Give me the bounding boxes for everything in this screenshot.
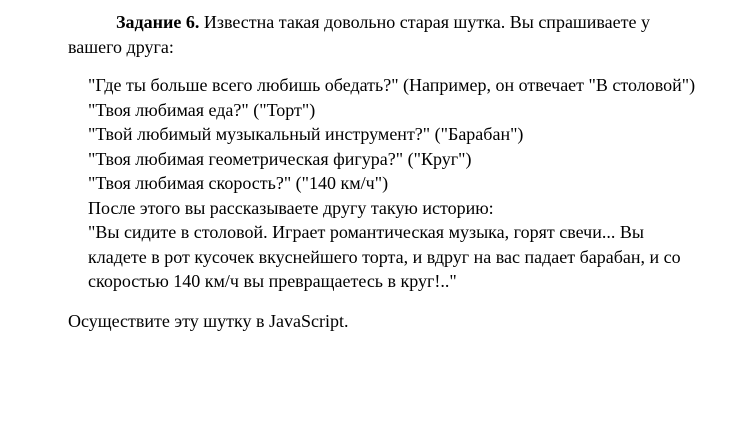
task-intro: Известна такая довольно старая шутка. Вы спрашиваете у вашего друга:: [68, 12, 651, 57]
question-geometric-shape: "Твоя любимая геометрическая фигура?" ("Круг"): [88, 148, 472, 169]
question-favorite-speed: "Твоя любимая скорость?" ("140 км/ч"): [88, 173, 389, 193]
task-paragraph: [68, 10, 708, 60]
dialogue-block: [88, 73, 698, 294]
question-dining-place: "Где ты больше всего любишь обедать?" (Например, он отвечает "В столовой"): [88, 75, 696, 95]
instruction-text: Осуществите эту шутку в JavaScript.: [68, 310, 349, 331]
story-text: "Вы сидите в столовой. Играет романтическая музыка, горят свечи... Вы кладете в рот кусочек вкуснейшего торта, и вдруг на вас падает барабан, и со скоростью 140 км/ч вы превращаетесь в круг!..": [88, 222, 681, 291]
question-favorite-food: "Твоя любимая еда?" ("Торт"): [88, 99, 316, 120]
story-intro: После этого вы рассказываете другу такую историю:: [88, 197, 494, 218]
document-body: [68, 10, 708, 334]
task-label: Задание 6.: [116, 12, 200, 32]
question-musical-instrument: "Твой любимый музыкальный инструмент?" ("Барабан"): [88, 124, 524, 144]
